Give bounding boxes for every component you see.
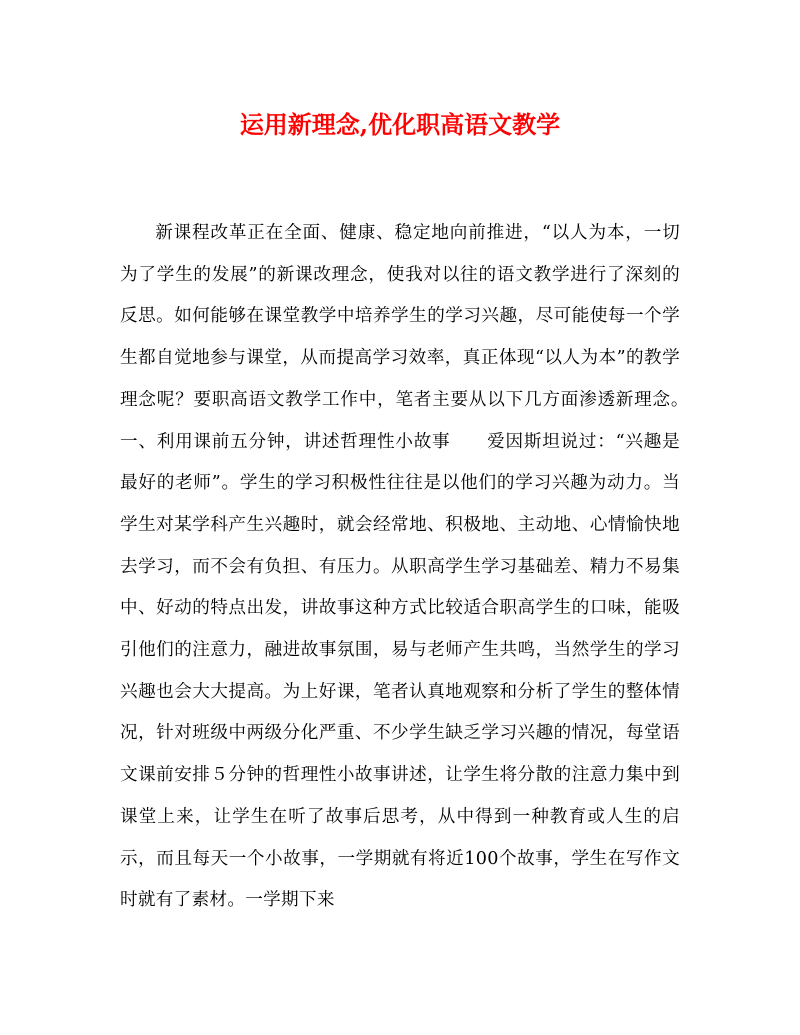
document-body-paragraph: 新课程改革正在全面、健康、稳定地向前推进，“以人为本，一切为了学生的发展”的新课改理念，使我对以往的语文教学进行了深刻的反思。如何能够在课堂教学中培养学生的学习兴趣，尽可能使每一个学生都自觉地参与课堂，从而提高学习效率，真正体现“以人为本”的教学理念呢？要职高语文教学工作中，笔者主要从以下几方面渗透新理念。 一、利用课前五分钟，讲述哲理性小故事 爱因斯坦说过：“兴趣是最好的老师”。学生的学习积极性往往是以他们的学习兴趣为动力。当学生对某学科产生兴趣时，就会经常地、积极地、主动地、心情愉快地去学习，而不会有负担、有压力。从职高学生学习基础差、精力不易集中、好动的特点出发，讲故事这种方式比较适合职高学生的口味，能吸引他们的注意力，融进故事氛围，易与老师产生共鸣，当然学生的学习兴趣也会大大提高。为上好课，笔者认真地观察和分析了学生的整体情况，针对班级中两级分化严重、不少学生缺乏学习兴趣的情况，每堂语文课前安排５分钟的哲理性小故事讲述，让学生将分散的注意力集中到课堂上来，让学生在听了故事后思考，从中得到一种教育或人生的启示，而且每天一个小故事，一学期就有将近100个故事，学生在写作文时就有了素材。一学期下来 xyxy=(120,223,734,911)
document-title: 运用新理念,优化职高语文教学 xyxy=(239,110,561,139)
